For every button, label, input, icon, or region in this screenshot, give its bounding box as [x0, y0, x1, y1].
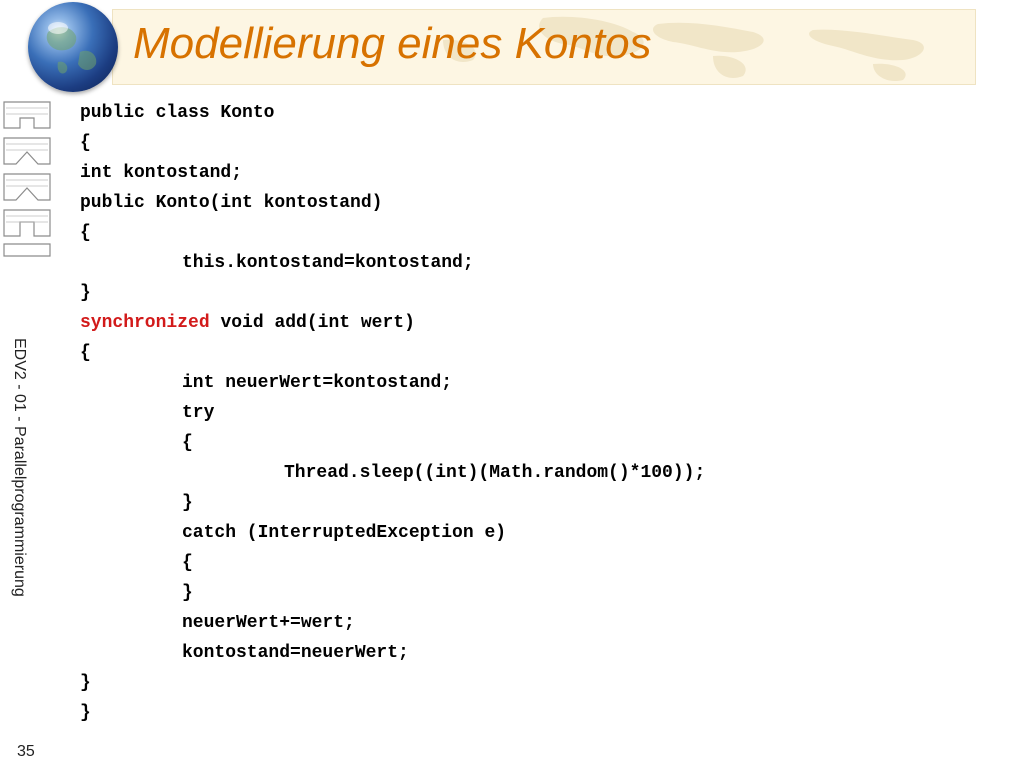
code-line: catch (InterruptedException e)	[182, 523, 507, 543]
course-side-label	[2, 338, 36, 648]
code-line-rest: void add(int wert)	[220, 313, 415, 333]
code-line: this.kontostand=kontostand;	[182, 253, 474, 273]
code-line: int kontostand;	[80, 163, 243, 183]
page-number: 35	[17, 743, 35, 760]
code-line: {	[182, 553, 193, 573]
code-line: int neuerWert=kontostand;	[182, 373, 453, 393]
code-line: {	[80, 343, 91, 363]
code-listing	[80, 98, 705, 728]
code-line: }	[80, 673, 91, 693]
code-line: neuerWert+=wert;	[182, 613, 355, 633]
code-line: }	[80, 283, 91, 303]
code-line: {	[80, 223, 91, 243]
code-line: public class Konto	[80, 103, 275, 123]
slide-title: Modellierung eines Kontos	[133, 19, 652, 68]
code-line: kontostand=neuerWert;	[182, 643, 409, 663]
code-line: Thread.sleep((int)(Math.random()*100));	[284, 463, 706, 483]
course-label-text: EDV2 - 01 - Parallelprogrammierung	[11, 338, 28, 597]
code-line: }	[80, 703, 91, 723]
globe-icon	[28, 2, 118, 92]
synchronized-keyword: synchronized	[80, 313, 210, 333]
institution-logo	[0, 98, 54, 258]
code-line: try	[182, 403, 215, 423]
code-line-synchronized	[80, 308, 705, 338]
code-line: {	[80, 133, 91, 153]
code-line: {	[182, 433, 193, 453]
code-line: }	[182, 583, 193, 603]
code-line: }	[182, 493, 193, 513]
code-line: public Konto(int kontostand)	[80, 193, 383, 213]
